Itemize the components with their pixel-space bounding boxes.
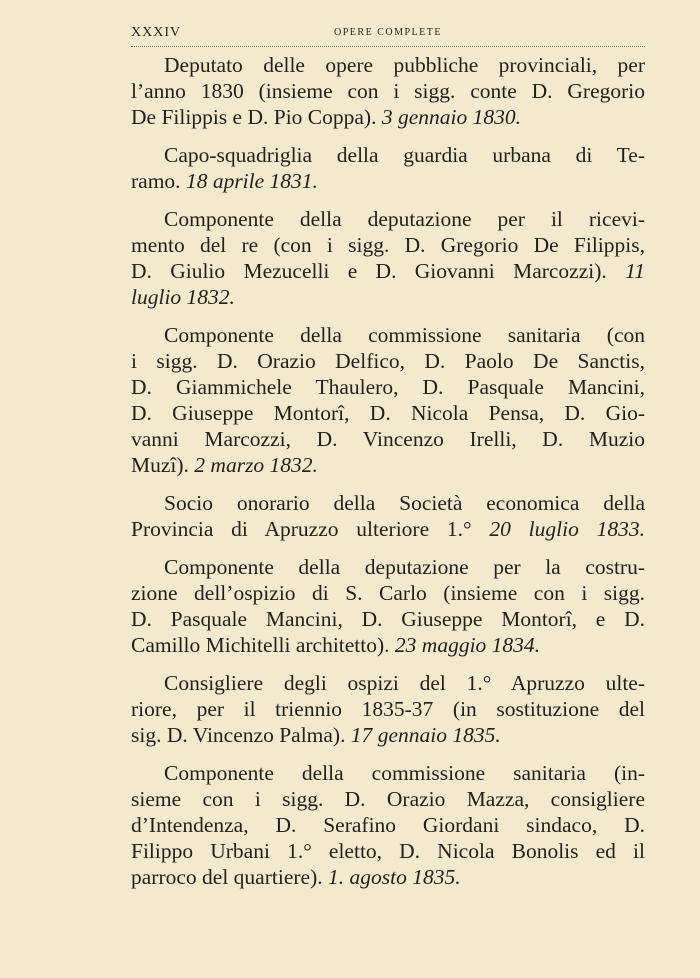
- entry-text: D. Giulio Mezucelli e D. Giovanni Marcozzi).: [131, 259, 607, 283]
- text-line: D. Giammichele Thaulero, D. Pasquale Mancini,: [131, 375, 645, 399]
- text-line: D. Giuseppe Montorî, D. Nicola Pensa, D. Gio-: [131, 401, 645, 425]
- text-line: [131, 632, 645, 658]
- entry-text: De Filippis e D. Pio Coppa).: [131, 105, 377, 129]
- text-line: [131, 864, 645, 890]
- text-line: i sigg. D. Orazio Delfico, D. Paolo De Sanctis,: [131, 349, 645, 373]
- text-line: [131, 452, 645, 478]
- text-line: riore, per il triennio 1835-37 (in sostituzione del: [131, 697, 645, 721]
- text-line: [131, 168, 645, 194]
- entry-date: 20 luglio 1833.: [489, 517, 646, 541]
- entry-text: sig. D. Vincenzo Palma).: [131, 723, 346, 747]
- entry-date: 18 aprile 1831.: [185, 169, 318, 193]
- entry-5: [131, 490, 645, 542]
- text-line: Componente della deputazione per la costru-: [164, 555, 645, 579]
- entry-date: 23 maggio 1834.: [394, 633, 541, 657]
- text-line: Filippo Urbani 1.° eletto, D. Nicola Bonolis ed il: [131, 839, 645, 863]
- entry-8: [131, 760, 645, 890]
- page-header: [131, 24, 645, 47]
- entry-date: luglio 1832.: [131, 285, 235, 309]
- text-line: [131, 722, 645, 748]
- entry-text: parroco del quartiere).: [131, 865, 323, 889]
- text-line: mento del re (con i sigg. D. Gregorio De Filippis,: [131, 233, 645, 257]
- entry-date: 3 gennaio 1830.: [381, 105, 521, 129]
- page-number: XXXIV: [131, 25, 182, 40]
- entry-text: Camillo Michitelli architetto).: [131, 633, 390, 657]
- text-line: Componente della commissione sanitaria (con: [164, 323, 645, 347]
- text-line: D. Pasquale Mancini, D. Giuseppe Montorî, e D.: [131, 607, 645, 631]
- text-line: zione dell’ospizio di S. Carlo (insieme con i sigg.: [131, 581, 645, 605]
- entry-date: 1. agosto 1835.: [327, 865, 461, 889]
- entry-4: [131, 322, 645, 478]
- text-line: d’Intendenza, D. Serafino Giordani sindaco, D.: [131, 813, 645, 837]
- entry-2: [131, 142, 645, 194]
- entry-7: [131, 670, 645, 748]
- text-body: [131, 52, 645, 902]
- entry-text: Muzî).: [131, 453, 189, 477]
- entry-date: 17 gennaio 1835.: [350, 723, 501, 747]
- text-line: [131, 516, 645, 542]
- entry-1: [131, 52, 645, 130]
- entry-3: [131, 206, 645, 310]
- text-line: Componente della deputazione per il ricevi-: [164, 207, 645, 231]
- text-line: sieme con i sigg. D. Orazio Mazza, consigliere: [131, 787, 645, 811]
- text-line: Deputato delle opere pubbliche provinciali, per: [164, 53, 645, 77]
- entry-date: 2 marzo 1832.: [194, 453, 318, 477]
- text-line: [131, 258, 645, 284]
- text-line: l’anno 1830 (insieme con i sigg. conte D. Gregorio: [131, 79, 645, 103]
- entry-text: ramo.: [131, 169, 181, 193]
- entry-date: 11: [625, 259, 645, 283]
- text-line: [131, 284, 645, 310]
- text-line: Consigliere degli ospizi del 1.° Apruzzo ulte-: [164, 671, 645, 695]
- entry-6: [131, 554, 645, 658]
- running-title: OPERE COMPLETE: [334, 27, 442, 38]
- text-line: [131, 104, 645, 130]
- text-line: Capo-squadriglia della guardia urbana di Te-: [164, 143, 645, 167]
- text-line: Componente della commissione sanitaria (in-: [164, 761, 645, 785]
- text-line: vanni Marcozzi, D. Vincenzo Irelli, D. Muzio: [131, 427, 645, 451]
- entry-text: Provincia di Apruzzo ulteriore 1.°: [131, 517, 472, 541]
- text-line: Socio onorario della Società economica della: [164, 491, 645, 515]
